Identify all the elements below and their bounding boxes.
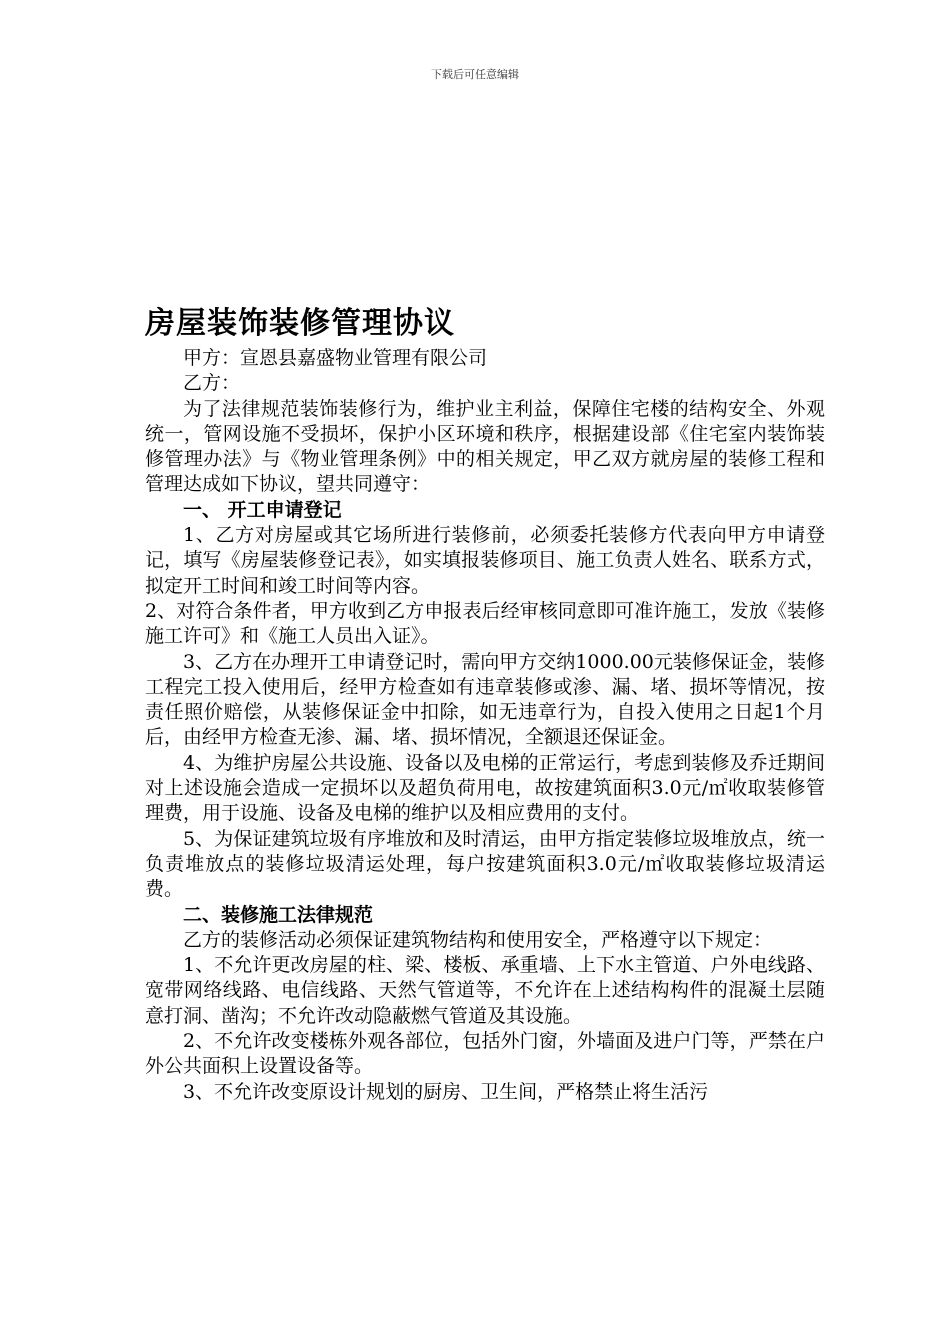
paragraph-1-5: 5、为保证建筑垃圾有序堆放和及时清运，由甲方指定装修垃圾堆放点，统一负责堆放点的装修垃圾清运处理，每户按建筑面积3.0元/㎡收取装修垃圾清运费。 <box>145 827 825 901</box>
document-title: 房屋装饰装修管理协议 <box>145 306 455 342</box>
section-heading-2: 二、装修施工法律规范 <box>183 903 374 926</box>
paragraph-party-b: 乙方： <box>183 372 241 395</box>
paragraph-1-4: 4、为维护房屋公共设施、设备以及电梯的正常运行，考虑到装修及乔迁期间对上述设施会造成一定损坏以及超负荷用电，故按建筑面积3.0元/㎡收取装修管理费，用于设施、设备及电梯的维护以及相应费用的支付。 <box>145 751 825 825</box>
paragraph-1-2: 2、对符合条件者，甲方收到乙方申报表后经审核同意即可准许施工，发放《装修施工许可》和《施工人员出入证》。 <box>145 599 825 648</box>
paragraph-2-1: 1、不允许更改房屋的柱、梁、楼板、承重墙、上下水主管道、户外电线路、宽带网络线路、电信线路、天然气管道等，不允许在上述结构构件的混凝土层随意打洞、凿沟；不允许改动隐蔽燃气管道及其设施。 <box>145 954 825 1027</box>
header-note: 下载后可任意编辑 <box>431 68 519 81</box>
paragraph-preamble: 为了法律规范装饰装修行为，维护业主利益，保障住宅楼的结构安全、外观统一，管网设施不受损坏，保护小区环境和秩序，根据建设部《住宅室内装饰装修管理办法》与《物业管理条例》中的相关规定，甲乙双方就房屋的装修工程和管理达成如下协议，望共同遵守： <box>145 397 825 496</box>
section-heading-1: 一、 开工申请登记 <box>183 498 342 521</box>
paragraph-party-a: 甲方：宣恩县嘉盛物业管理有限公司 <box>183 347 488 369</box>
paragraph-2-2: 2、不允许改变楼栋外观各部位，包括外门窗，外墙面及进户门等，严禁在户外公共面积上设置设备等。 <box>145 1030 825 1078</box>
paragraph-1-3: 3、乙方在办理开工申请登记时，需向甲方交纳1000.00元装修保证金，装修工程完工投入使用后，经甲方检查如有违章装修或渗、漏、堵、损坏等情况，按责任照价赔偿，从装修保证金中扣除，如无违章行为，自投入使用之日起1个月后，由经甲方检查无渗、漏、堵、损坏情况，全额退还保证金。 <box>145 650 825 749</box>
document-body <box>145 346 825 1105</box>
paragraph-1-1: 1、乙方对房屋或其它场所进行装修前，必须委托装修方代表向甲方申请登记，填写《房屋装修登记表》，如实填报装修项目、施工负责人姓名、联系方式，拟定开工时间和竣工时间等内容。 <box>145 524 825 597</box>
paragraph-2-3: 3、不允许改变原设计规划的厨房、卫生间，严格禁止将生活污 <box>183 1080 709 1103</box>
paragraph-2-intro: 乙方的装修活动必须保证建筑物结构和使用安全，严格遵守以下规定： <box>183 928 773 951</box>
